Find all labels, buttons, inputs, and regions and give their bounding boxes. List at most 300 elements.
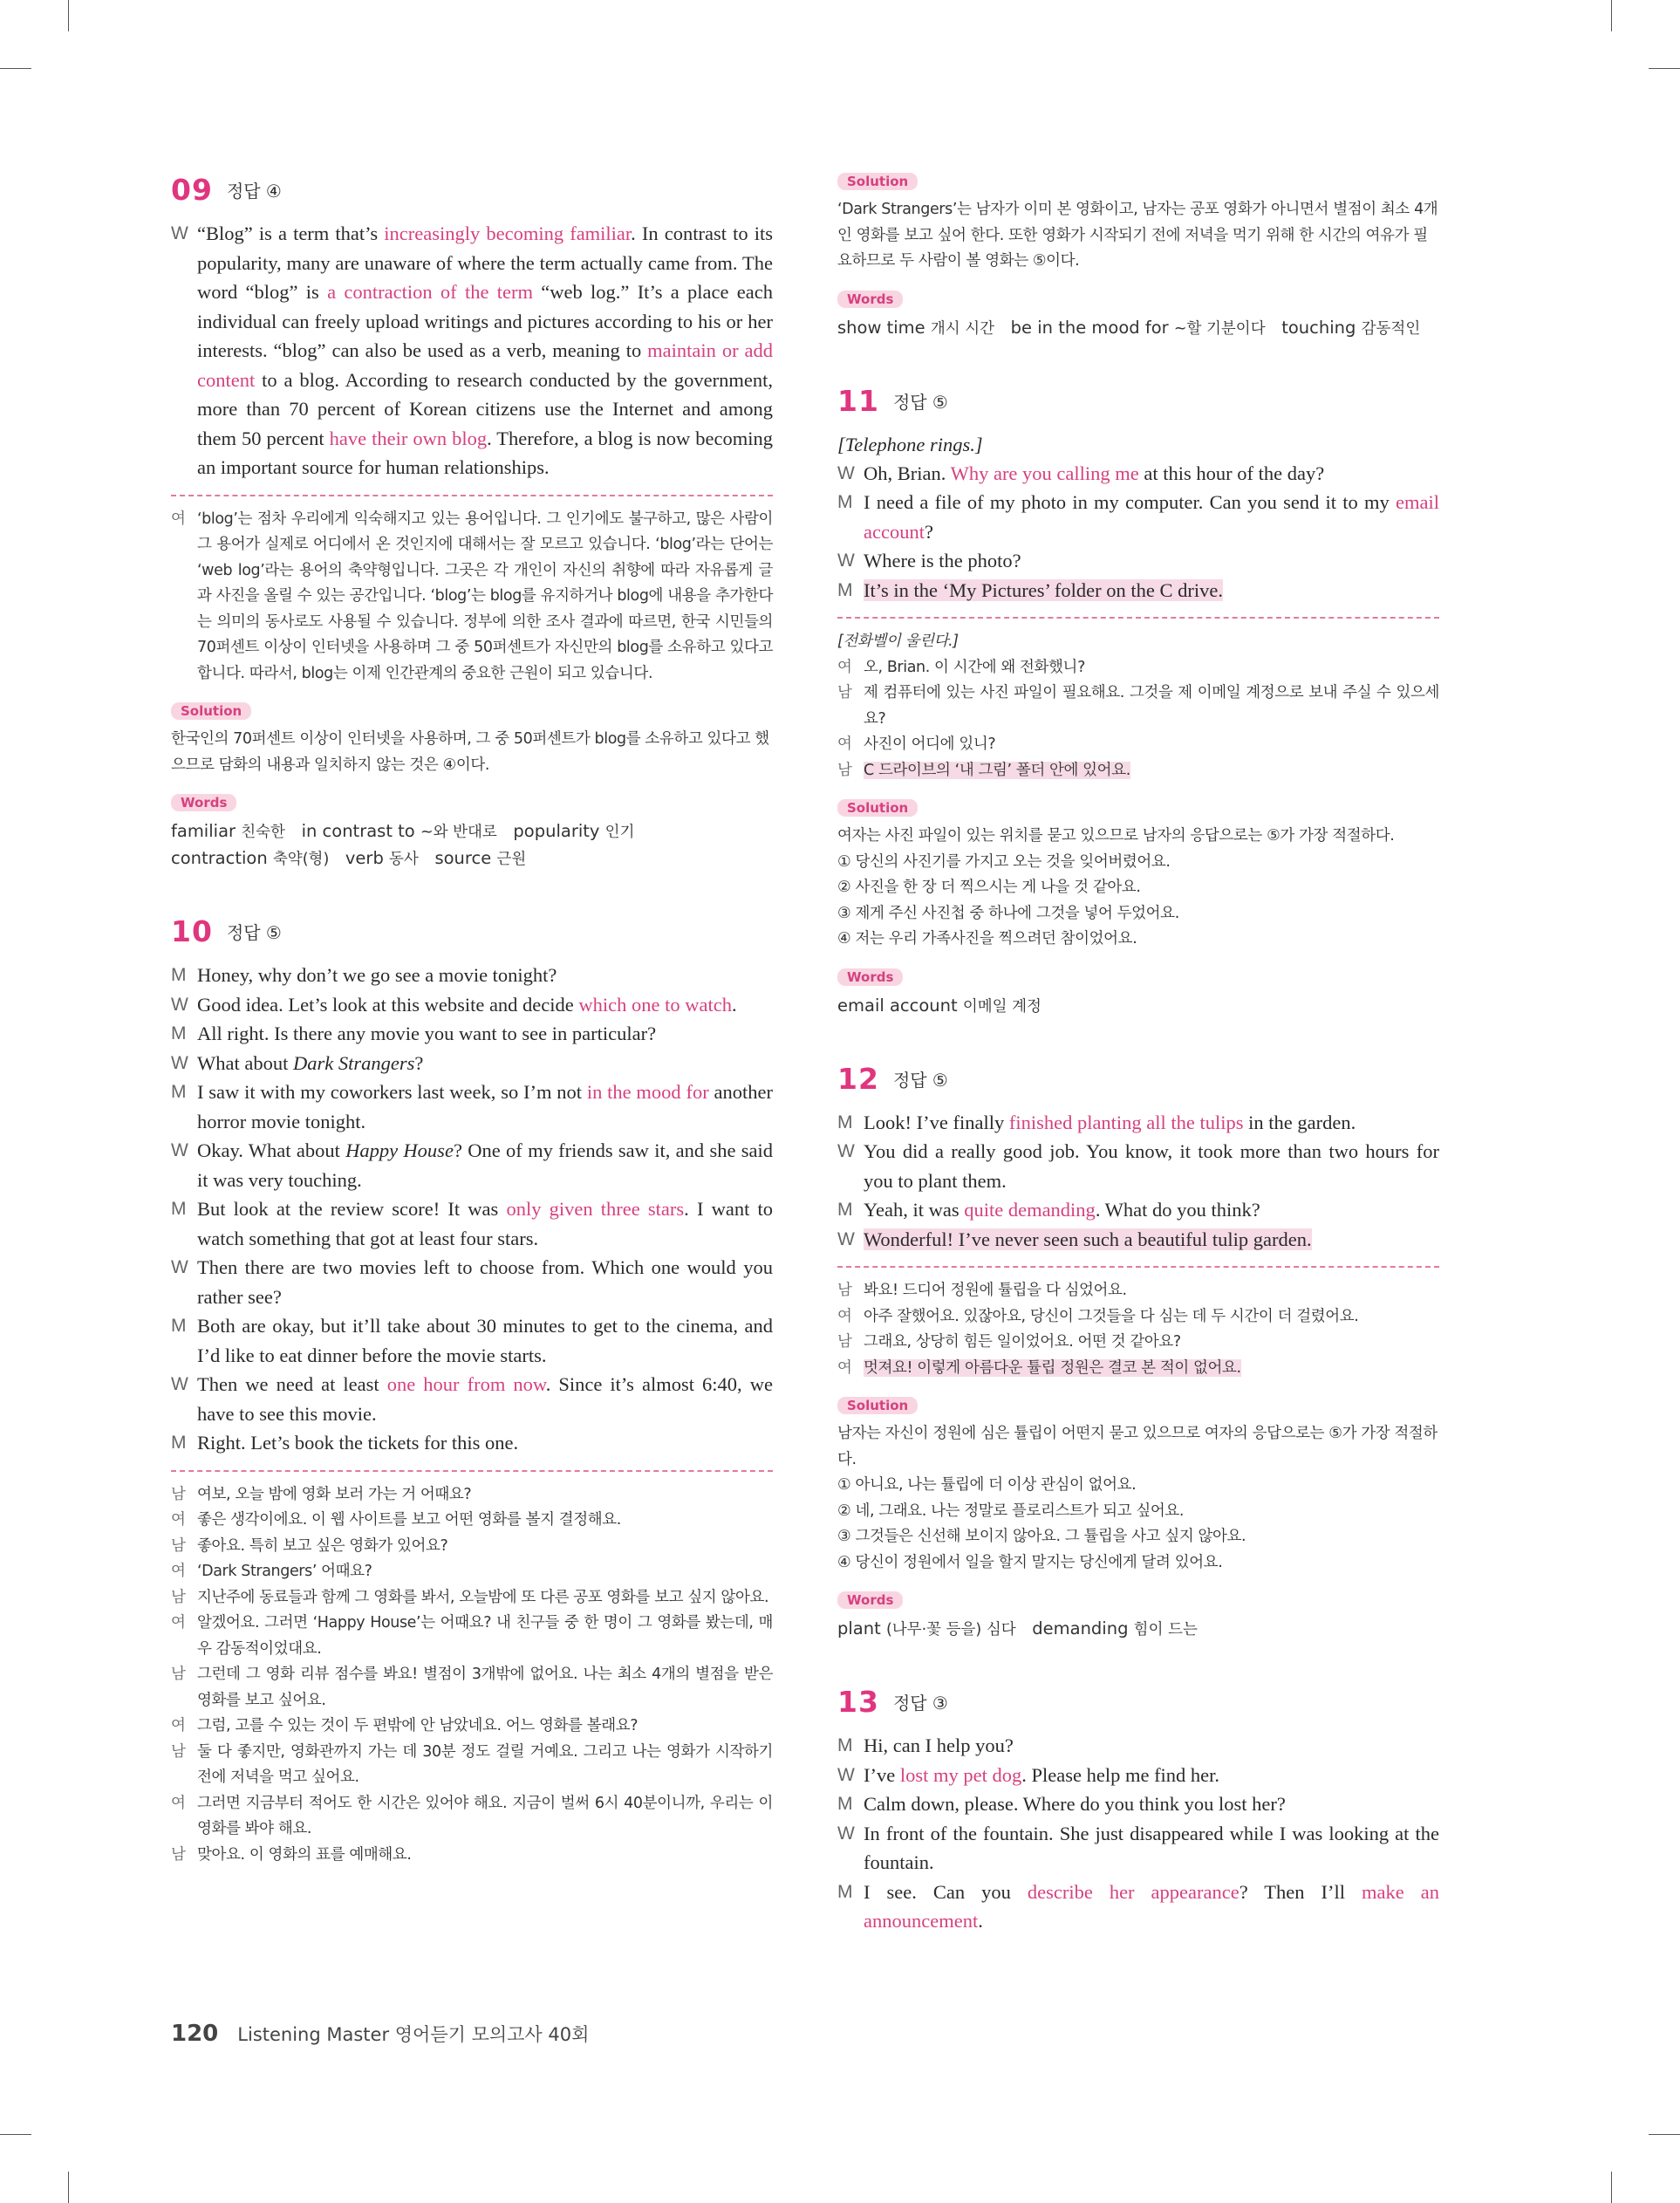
dialogue-line (837, 576, 1439, 605)
speaker-label: 여 (171, 1511, 186, 1529)
translation-line (171, 1843, 773, 1869)
dashed-divider (171, 1470, 773, 1472)
dialogue-line (171, 1370, 773, 1428)
translation-line (171, 1534, 773, 1560)
line-text (197, 1311, 773, 1370)
translation-text (197, 1611, 773, 1662)
speaker-label: M (837, 1112, 853, 1132)
vocab-meaning: 친숙한 (241, 824, 285, 841)
speaker-label: W (837, 1228, 855, 1249)
solution-text: 남자는 자신이 정원에 심은 튤립이 어떤지 묻고 있으므로 여자의 응답으로는 ⑤가 가장 적절하다. (837, 1425, 1438, 1468)
text-segment: . Therefore, a blog is now becoming an important source for human relationships. (197, 427, 773, 478)
line-text (197, 961, 773, 990)
vocab-row (837, 993, 1439, 1020)
crop-mark (68, 2172, 69, 2203)
solution-label: Solution (171, 702, 251, 720)
dialogue-line (171, 990, 773, 1020)
dialogue (837, 459, 1439, 605)
dialogue-line (837, 1195, 1439, 1225)
dialogue-line (171, 1311, 773, 1370)
speaker-label: W (837, 462, 855, 483)
speaker-label: 여 (171, 1563, 186, 1580)
question-09 (171, 173, 773, 872)
key-phrase: a contraction of the term (327, 281, 533, 303)
translation-line (171, 1559, 773, 1585)
vocab-meaning: 이메일 계정 (962, 997, 1041, 1016)
speaker-label: W (171, 1140, 188, 1160)
text-segment: in the garden. (1243, 1111, 1356, 1133)
text-segment: Honey, why don’t we go see a movie tonight? (197, 964, 557, 986)
vocab-meaning: ~할 기분이다 (1173, 319, 1266, 338)
speaker-label: M (171, 1433, 187, 1453)
left-column (171, 173, 773, 1910)
answer-line: 멋져요! 이렇게 아름다운 튤립 정원은 결코 본 적이 없어요. (864, 1358, 1241, 1377)
vocabulary (837, 993, 1439, 1020)
text-segment: ‘Dark Strangers’ 어때요? (197, 1563, 372, 1580)
vocab-term: popularity (513, 821, 600, 841)
translation-text (197, 1559, 773, 1585)
speaker-label: 남 (837, 684, 852, 701)
korean-translation (171, 507, 773, 688)
line-text (864, 1878, 1439, 1936)
speaker-label: 남 (171, 1666, 186, 1683)
answer-option: ④ 저는 우리 가족사진을 찍으려던 참이었어요. (837, 930, 1137, 948)
text-segment: Yeah, it was (864, 1199, 965, 1221)
translation-text (197, 1662, 773, 1714)
text-segment: 좋아요. 특히 보고 싶은 영화가 있어요? (197, 1536, 448, 1555)
translation-line (837, 655, 1439, 681)
dialogue (837, 1108, 1439, 1255)
text-segment: to a blog. According to research conducted by the government, more than 70 percent of Korean citizens use the Internet and among them 50 percent (197, 368, 773, 449)
question-number: 11 (837, 383, 879, 418)
korean-translation (837, 655, 1439, 784)
translation-line (837, 758, 1439, 784)
dialogue-line (171, 961, 773, 990)
line-text (197, 1194, 773, 1253)
vocab-meaning: 근원 (496, 851, 527, 868)
vocab-term: in contrast to (301, 821, 415, 841)
translation-line (171, 1611, 773, 1662)
translation-text (197, 1843, 773, 1869)
translation-line (837, 681, 1439, 732)
translation-line (171, 1740, 773, 1791)
speaker-label: 여 (837, 735, 852, 753)
speaker-label: M (171, 1082, 187, 1102)
speaker-label: 여 (171, 1614, 186, 1632)
answer-option: ③ 제게 주신 사진첩 중 하나에 그것을 넣어 두었어요. (837, 904, 1179, 922)
vocabulary (837, 315, 1439, 342)
question-header (837, 1685, 1439, 1719)
question-number: 13 (837, 1685, 879, 1719)
speaker-label: 여 (837, 658, 852, 676)
question-header (171, 173, 773, 207)
key-phrase: Why are you calling me (950, 462, 1139, 484)
option-list (837, 1473, 1439, 1576)
vocab-meaning: 축약(형) (272, 851, 330, 868)
text-segment: In front of the fountain. She just disappeared while I was looking at the fountain. (864, 1822, 1439, 1873)
answer-line: C 드라이브의 ‘내 그림’ 폴더 안에 있어요. (864, 761, 1130, 779)
translation-text (864, 1330, 1439, 1356)
text-segment: I saw it with my coworkers last week, so I’m not (197, 1081, 587, 1103)
book-title: Listening Master 영어듣기 모의고사 40회 (237, 2024, 590, 2045)
line-text (197, 1136, 773, 1194)
question-header (171, 914, 773, 948)
korean-translation (171, 1482, 773, 1869)
text-segment: 제 컴퓨터에 있는 사진 파일이 필요해요. 그것을 제 이메일 계정으로 보내 주실 수 있으세요? (864, 684, 1439, 728)
text-segment: You did a really good job. You know, it took more than two hours for you to plant them. (864, 1140, 1439, 1192)
speaker-label: 남 (837, 1282, 852, 1299)
answer-option: ④ 당신이 정원에서 일을 할지 말지는 당신에게 달려 있어요. (837, 1553, 1223, 1571)
speaker-label: M (837, 1881, 853, 1902)
speaker-label: 남 (171, 1845, 186, 1864)
dialogue-line (837, 1789, 1439, 1819)
line-text (864, 1819, 1439, 1878)
vocab-term: demanding (1032, 1618, 1129, 1639)
text-segment: 지난주에 동료들과 함께 그 영화를 봐서, 오늘밤에 또 다른 공포 영화를 보고 싶지 않아요. (197, 1588, 769, 1606)
question-header (837, 1062, 1439, 1096)
question-number: 10 (171, 914, 213, 948)
translation-text (864, 732, 1439, 758)
vocab-row (837, 1616, 1439, 1643)
answer-option: ② 사진을 한 장 더 찍으시는 게 나을 것 같아요. (837, 879, 1141, 896)
speaker-label: 여 (837, 1307, 852, 1325)
text-segment: . (978, 1910, 983, 1932)
page-number: 120 (171, 2021, 219, 2047)
speaker-label: W (171, 1052, 188, 1073)
text-segment: ? One of my friends saw it, and she said it was very touching. (197, 1139, 773, 1191)
passage (171, 219, 773, 482)
answer-key: 정답 ⑤ (892, 1069, 948, 1091)
speaker-label: 여 (171, 1794, 186, 1812)
text-segment: 아주 잘했어요. 있잖아요, 당신이 그것들을 다 심는 데 두 시간이 더 걸렸어요. (864, 1307, 1359, 1325)
line-text (197, 1253, 773, 1311)
translation-text (864, 681, 1439, 732)
translation-text (864, 1356, 1439, 1382)
vocab-meaning: ~와 반대로 (420, 824, 497, 841)
question-10 (171, 914, 773, 1868)
vocab-meaning: 동사 (389, 851, 419, 868)
korean-translation (837, 1278, 1439, 1381)
dialogue-line (837, 546, 1439, 576)
vocab-meaning: 힘이 드는 (1133, 1621, 1198, 1639)
answer-key: 정답 ⑤ (892, 391, 948, 413)
dialogue-line (837, 1819, 1439, 1878)
option-list (837, 850, 1439, 953)
question-number: 09 (171, 173, 213, 207)
vocab-term: source (434, 848, 492, 868)
translation-line (837, 1304, 1439, 1331)
line-text (864, 576, 1439, 605)
text-segment: ? (924, 520, 933, 543)
line-text (197, 1428, 773, 1458)
speaker-label: 여 (837, 1358, 852, 1377)
line-text (864, 1108, 1439, 1138)
dialogue-line (171, 1194, 773, 1253)
translation-line (837, 1330, 1439, 1356)
dialogue-line (837, 1761, 1439, 1790)
vocab-row (837, 315, 1439, 342)
answer-option: ① 아니요, 나는 튤립에 더 이상 관심이 없어요. (837, 1476, 1137, 1494)
speaker-label: 여 (171, 510, 186, 528)
translation-text (864, 1278, 1439, 1304)
text-segment: 알겠어요. 그러면 ‘Happy House’는 어때요? 내 친구들 중 한 명이 그 영화를 봤는데, 매우 감동적이었대요. (197, 1614, 773, 1658)
text-segment: Calm down, please. Where do you think you lost her? (864, 1793, 1286, 1815)
translation-text (197, 1482, 773, 1509)
vocabulary (837, 1616, 1439, 1643)
speaker-label: W (837, 1823, 855, 1844)
dialogue (837, 1731, 1439, 1936)
dashed-divider (837, 617, 1439, 619)
translation-line (171, 1508, 773, 1534)
speaker-label: 남 (171, 1536, 186, 1555)
line-text (197, 1019, 773, 1049)
text-segment: All right. Is there any movie you want to see in particular? (197, 1023, 657, 1044)
vocab-term: plant (837, 1618, 881, 1639)
speaker-label: 남 (171, 1588, 186, 1606)
translation-text (197, 1740, 773, 1791)
text-segment: another horror movie tonight. (197, 1081, 774, 1132)
text-segment: . (731, 993, 737, 1016)
line-text (864, 1761, 1439, 1790)
speaker-label: 남 (171, 1742, 186, 1761)
translation-text (197, 1585, 773, 1611)
solution-label: Solution (837, 799, 918, 817)
translation-line (171, 1662, 773, 1714)
stage-direction-korean: [전화벨이 울린다.] (837, 633, 959, 650)
dialogue-line (837, 1137, 1439, 1195)
solution-text: ‘Dark Strangers’는 남자가 이미 본 영화이고, 남자는 공포 영화가 아니면서 별점이 최소 4개인 영화를 보고 싶어 한다. 또한 영화가 시작되기 전에 저녁을 먹기 위해 한 시간의 여유가 필요하므로 두 사람이 볼 영화는 ⑤이다. (837, 201, 1438, 270)
dialogue-line (837, 1108, 1439, 1138)
dialogue-line (837, 1225, 1439, 1255)
speaker-label: M (171, 1199, 187, 1219)
text-segment: Oh, Brian. (864, 462, 951, 484)
movie-title: Happy House (345, 1139, 454, 1161)
words-label: Words (171, 794, 236, 811)
text-segment: I see. Can you (864, 1880, 1028, 1903)
movie-title: Dark Strangers (292, 1051, 415, 1074)
speaker-label: W (837, 551, 855, 571)
key-phrase: which one to watch (578, 993, 732, 1016)
translation-text: ‘blog’는 점차 우리에게 익숙해지고 있는 용어입니다. 그 인기에도 불구하고, 많은 사람이 그 용어가 실제로 어디에서 온 것인지에 대해서는 잘 모르고 있습니다. ‘blog’라는 단어는 ‘web log’라는 용어의 축약형입니다. 그곳은 각 개인이 자신의 취향에 따라 자유롭게 글과 사진을 올릴 수 있는 공간입니다. ‘blog’는 blog를 유지하거나 blog에 내용을 추가한다는 의미의 동사로도 사용될 수 있습니다. 정부에 의한 조사 결과에 따르면, 한국 시민들의 70퍼센트 이상이 인터넷을 사용하며 그 중 50퍼센트가 자신만의 blog를 소유하고 있다고 합니다. 따라서, blog는 이제 인간관계의 중요한 근원이 되고 있습니다. (197, 510, 773, 682)
key-phrase: in the mood for (586, 1081, 709, 1103)
text-segment: What about (197, 1051, 293, 1074)
line-text (864, 1195, 1439, 1225)
line-text (197, 1370, 773, 1428)
translation-text (197, 1791, 773, 1843)
answer-option: ① 당신의 사진기를 가지고 오는 것을 잊어버렸어요. (837, 852, 1171, 871)
speaker-label: M (171, 965, 187, 985)
dialogue-line (171, 1049, 773, 1078)
key-phrase: quite demanding (964, 1199, 1096, 1221)
dashed-divider (171, 495, 773, 496)
line-text (864, 1225, 1439, 1255)
translation-text (197, 1508, 773, 1534)
vocab-term: touching (1281, 317, 1356, 338)
translation-text (864, 1304, 1439, 1331)
text-segment: Both are okay, but it’ll take about 30 minutes to get to the cinema, and I’d like to eat dinner before the movie starts. (197, 1315, 773, 1366)
text-segment: 둘 다 좋지만, 영화관까지 가는 데 30분 정도 걸릴 거예요. 그리고 나는 영화가 시작하기 전에 저녁을 먹고 싶어요. (197, 1742, 773, 1786)
words-label: Words (837, 291, 903, 308)
line-text (197, 1078, 773, 1136)
text-segment: 봐요! 드디어 정원에 튤립을 다 심었어요. (864, 1282, 1127, 1299)
vocab-row (171, 818, 773, 845)
translation-line (171, 1482, 773, 1509)
translation-line (171, 1585, 773, 1611)
text-segment: 좋은 생각이에요. 이 웹 사이트를 보고 어떤 영화를 볼지 결정해요. (197, 1511, 621, 1529)
dialogue-line (171, 1078, 773, 1136)
solution-text: 여자는 사진 파일이 있는 위치를 묻고 있으므로 남자의 응답으로는 ⑤가 가장 적절하다. (837, 827, 1395, 845)
dialogue-line (171, 1019, 773, 1049)
question-10-continued (837, 157, 1439, 342)
speaker-label: M (837, 492, 853, 512)
speaker-label: M (171, 1023, 187, 1043)
text-segment: Look! I’ve finally (864, 1111, 1009, 1133)
translation-text (864, 758, 1439, 784)
question-header (837, 384, 1439, 418)
translation-line (837, 732, 1439, 758)
text-segment: at this hour of the day? (1138, 462, 1325, 484)
text-segment: Then there are two movies left to choose from. Which one would you rather see? (197, 1256, 773, 1308)
dialogue-line (837, 488, 1439, 546)
text-segment: Good idea. Let’s look at this website and decide (197, 993, 579, 1016)
dialogue-line (171, 1428, 773, 1458)
text-segment: . Please help me find her. (1021, 1763, 1220, 1786)
line-text (864, 546, 1439, 576)
answer-key: 정답 ⑤ (226, 922, 282, 943)
speaker-label: M (837, 1200, 853, 1220)
text-segment: Then we need at least (197, 1373, 387, 1395)
text-segment: Where is the photo? (864, 550, 1021, 571)
text-segment: ? Then I’ll (1239, 1880, 1362, 1903)
translation-line (171, 1714, 773, 1740)
translation-text (197, 1534, 773, 1560)
right-column (837, 173, 1439, 1978)
text-segment: 여보, 오늘 밤에 영화 보러 가는 거 어때요? (197, 1485, 472, 1503)
line-text (197, 990, 773, 1020)
text-segment: But look at the review score! It was (197, 1198, 507, 1220)
vocab-meaning: (나무·꽃 등을) 심다 (885, 1621, 1016, 1639)
answer-option: ② 네, 그래요. 나는 정말로 플로리스트가 되고 싶어요. (837, 1502, 1185, 1520)
translation-text (197, 1714, 773, 1740)
answer-key: 정답 ④ (226, 181, 282, 202)
vocab-term: show time (837, 317, 925, 338)
text-segment: I’ve (864, 1763, 900, 1786)
line-text (864, 488, 1439, 546)
line-text (197, 1049, 773, 1078)
text-segment: . I want to watch something that got at least four stars. (197, 1198, 774, 1249)
line-text (864, 1137, 1439, 1195)
solution-label: Solution (837, 173, 918, 190)
key-phrase: make an announcement (864, 1880, 1439, 1932)
vocab-term: be in the mood for (1010, 317, 1169, 338)
text-segment: ? (414, 1051, 424, 1074)
vocab-row (171, 845, 773, 872)
vocab-meaning: 개시 시간 (930, 319, 995, 338)
text-segment: 오, Brian. 이 시간에 왜 전화했니? (864, 658, 1085, 676)
text-segment: 그럼, 고를 수 있는 것이 두 편밖에 안 남았네요. 어느 영화를 볼래요? (197, 1717, 639, 1734)
question-13 (837, 1685, 1439, 1936)
vocab-meaning: 인기 (604, 824, 635, 841)
line-text (864, 459, 1439, 489)
speaker-label: M (837, 1794, 853, 1814)
answer-line: Wonderful! I’ve never seen such a beautiful tulip garden. (864, 1228, 1312, 1250)
page-footer (171, 2021, 589, 2047)
speaker-label: W (837, 1141, 855, 1161)
text-segment: 그러면 지금부터 적어도 한 시간은 있어야 해요. 지금이 벌써 6시 40분이니까, 우리는 이 영화를 봐야 해요. (197, 1794, 773, 1837)
dialogue-line (837, 1731, 1439, 1761)
text-segment: Right. Let’s book the tickets for this one. (197, 1432, 519, 1454)
words-label: Words (837, 1591, 903, 1609)
speaker-label: W (171, 1374, 188, 1394)
text-segment: 그런데 그 영화 리뷰 점수를 봐요! 별점이 3개밖에 없어요. 나는 최소 4개의 별점을 받은 영화를 보고 싶어요. (197, 1666, 773, 1709)
text-segment: “Blog” is a term that’s (197, 222, 385, 244)
dialogue-line (171, 1253, 773, 1311)
crop-mark (1611, 0, 1612, 31)
speaker-label: M (171, 1316, 187, 1336)
vocabulary (171, 818, 773, 872)
key-phrase: only given three stars (506, 1198, 685, 1220)
key-phrase: one hour from now (386, 1373, 546, 1395)
vocab-term: email account (837, 995, 958, 1016)
speaker-label: 남 (837, 761, 852, 779)
crop-mark (0, 2134, 31, 2135)
crop-mark (0, 68, 31, 69)
text-segment: Okay. What about (197, 1139, 346, 1161)
answer-key: 정답 ③ (892, 1693, 948, 1714)
crop-mark (1649, 68, 1680, 69)
question-number: 12 (837, 1061, 879, 1096)
solution-text: 한국인의 70퍼센트 이상이 인터넷을 사용하며, 그 중 50퍼센트가 blog를 소유하고 있다고 했으므로 담화의 내용과 일치하지 않는 것은 ④이다. (171, 730, 769, 774)
crop-mark (1611, 2172, 1612, 2203)
translation-line (171, 1791, 773, 1843)
translation-line (837, 1278, 1439, 1304)
speaker-label: 여 (171, 1717, 186, 1734)
key-phrase: email account (864, 491, 1439, 543)
text-segment: I need a file of my photo in my computer. Can you send it to my (864, 491, 1397, 513)
key-phrase: describe her appearance (1027, 1880, 1240, 1903)
speaker-label: 남 (171, 1485, 186, 1503)
text-segment: Hi, can I help you? (864, 1734, 1014, 1756)
speaker-label: W (171, 223, 188, 243)
vocab-term: verb (345, 848, 384, 868)
text-segment: 맞아요. 이 영화의 표를 예매해요. (197, 1845, 412, 1864)
text-segment: 사진이 어디에 있니? (864, 735, 996, 753)
dialogue-line (171, 1136, 773, 1194)
vocab-meaning: 감동적인 (1361, 319, 1421, 338)
vocab-term: contraction (171, 848, 268, 868)
dashed-divider (837, 1266, 1439, 1268)
key-phrase: lost my pet dog (899, 1763, 1022, 1786)
speaker-label: W (171, 1257, 188, 1277)
text-segment: . What do you think? (1095, 1199, 1260, 1221)
translation-line (837, 1356, 1439, 1382)
text-segment: . In contrast to its popularity, many are unaware of where the term actually came from. The word “blog” is (197, 222, 773, 303)
translation-text (864, 655, 1439, 681)
words-label: Words (837, 968, 903, 986)
answer-line: It’s in the ‘My Pictures’ folder on the C drive. (864, 578, 1223, 601)
key-phrase: maintain or add content (197, 339, 773, 391)
key-phrase: have their own blog (329, 427, 488, 449)
line-text (864, 1789, 1439, 1819)
dialogue-line (837, 459, 1439, 489)
dialogue-line (837, 1878, 1439, 1936)
text-segment: 그래요, 상당히 힘든 일이었어요. 어떤 것 같아요? (864, 1333, 1181, 1351)
text-segment: . Since it’s almost 6:40, we have to see this movie. (197, 1373, 773, 1425)
speaker-label: 남 (837, 1333, 852, 1351)
passage-text (197, 219, 773, 482)
solution-label: Solution (837, 1397, 918, 1414)
answer-option: ③ 그것들은 신선해 보이지 않아요. 그 튤립을 사고 싶지 않아요. (837, 1528, 1246, 1545)
